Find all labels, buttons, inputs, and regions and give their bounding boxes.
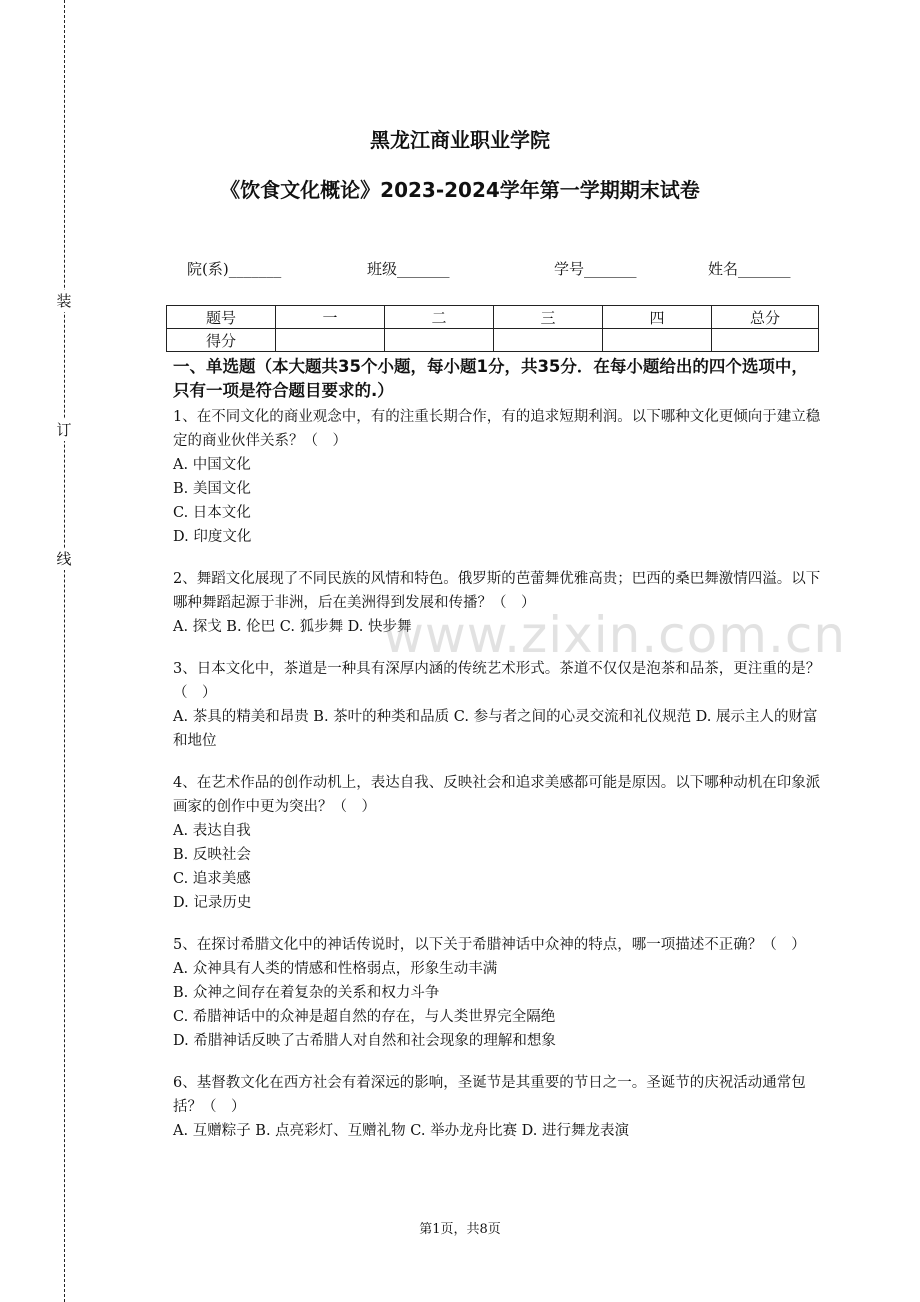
option: A. 探戈 B. 伦巴 C. 狐步舞 D. 快步舞 xyxy=(173,619,412,635)
student-id-field: 学号_______ xyxy=(554,260,637,278)
question-stem: 6、基督教文化在西方社会有着深远的影响，圣诞节是其重要的节日之一。圣诞节的庆祝活动通常包括？（ ） xyxy=(173,1075,806,1115)
binding-char-xian: 线 xyxy=(56,550,72,568)
score-cell: 二 xyxy=(385,306,494,329)
score-cell: 一 xyxy=(276,306,385,329)
option: A. 表达自我 xyxy=(173,823,251,839)
score-table xyxy=(166,305,819,352)
question-4 xyxy=(173,771,821,915)
option: B. 反映社会 xyxy=(173,847,251,863)
section-heading: 一、单选题（本大题共35个小题，每小题1分，共35分．在每小题给出的四个选项中，只有一项是符合题目要求的.） xyxy=(173,357,808,400)
exam-title: 《饮食文化概论》2023-2024学年第一学期期末试卷 xyxy=(220,178,700,202)
score-cell xyxy=(276,329,385,352)
watermark: www.zixin.com.cn xyxy=(383,606,847,664)
question-stem: 5、在探讨希腊文化中的神话传说时，以下关于希腊神话中众神的特点，哪一项描述不正确？（ ） xyxy=(173,937,806,953)
class-field: 班级_______ xyxy=(367,260,450,278)
question-stem: 4、在艺术作品的创作动机上，表达自我、反映社会和追求美感都可能是原因。以下哪种动机在印象派画家的创作中更为突出？（ ） xyxy=(173,775,821,815)
question-1 xyxy=(173,405,821,549)
question-stem: 3、日本文化中，茶道是一种具有深厚内涵的传统艺术形式。茶道不仅仅是泡茶和品茶，更注重的是？（ ） xyxy=(173,661,821,701)
option: A. 中国文化 xyxy=(173,457,251,473)
option: B. 众神之间存在着复杂的关系和权力斗争 xyxy=(173,985,440,1001)
question-5 xyxy=(173,933,821,1053)
option: D. 希腊神话反映了古希腊人对自然和社会现象的理解和想象 xyxy=(173,1033,556,1049)
score-cell: 题号 xyxy=(167,306,276,329)
option: B. 美国文化 xyxy=(173,481,251,497)
option: A. 众神具有人类的情感和性格弱点，形象生动丰满 xyxy=(173,961,498,977)
option: A. 互赠粽子 B. 点亮彩灯、互赠礼物 C. 举办龙舟比赛 D. 进行舞龙表演 xyxy=(173,1123,630,1139)
score-cell xyxy=(603,329,712,352)
question-stem: 2、舞蹈文化展现了不同民族的风情和特色。俄罗斯的芭蕾舞优雅高贵；巴西的桑巴舞激情四溢。以下哪种舞蹈起源于非洲，后在美洲得到发展和传播？（ ） xyxy=(173,571,821,611)
exam-content xyxy=(173,355,821,1161)
question-6 xyxy=(173,1071,821,1143)
score-cell xyxy=(385,329,494,352)
question-2 xyxy=(173,567,821,639)
binding-char-zhuang: 装 xyxy=(56,292,72,310)
score-cell: 三 xyxy=(494,306,603,329)
option: C. 希腊神话中的众神是超自然的存在，与人类世界完全隔绝 xyxy=(173,1009,556,1025)
option: D. 印度文化 xyxy=(173,529,252,545)
score-table-header-row xyxy=(167,306,819,329)
score-cell: 得分 xyxy=(167,329,276,352)
page-footer: 第1页，共8页 xyxy=(419,1222,501,1237)
score-cell xyxy=(712,329,819,352)
question-stem: 1、在不同文化的商业观念中，有的注重长期合作，有的追求短期利润。以下哪种文化更倾向于建立稳定的商业伙伴关系？（ ） xyxy=(173,409,821,449)
question-3 xyxy=(173,657,821,753)
department-field: 院(系)_______ xyxy=(187,260,282,278)
option: C. 追求美感 xyxy=(173,871,251,887)
option: D. 记录历史 xyxy=(173,895,252,911)
score-table-score-row xyxy=(167,329,819,352)
option: C. 日本文化 xyxy=(173,505,251,521)
school-name: 黑龙江商业职业学院 xyxy=(370,128,550,152)
option: A. 茶具的精美和昂贵 B. 茶叶的种类和品质 C. 参与者之间的心灵交流和礼仪规范 D. 展示主人的财富和地位 xyxy=(173,709,818,749)
binding-char-ding: 订 xyxy=(56,421,72,439)
score-cell: 四 xyxy=(603,306,712,329)
name-field: 姓名_______ xyxy=(708,260,791,278)
score-cell xyxy=(494,329,603,352)
score-cell: 总分 xyxy=(712,306,819,329)
student-info-row xyxy=(0,258,920,280)
